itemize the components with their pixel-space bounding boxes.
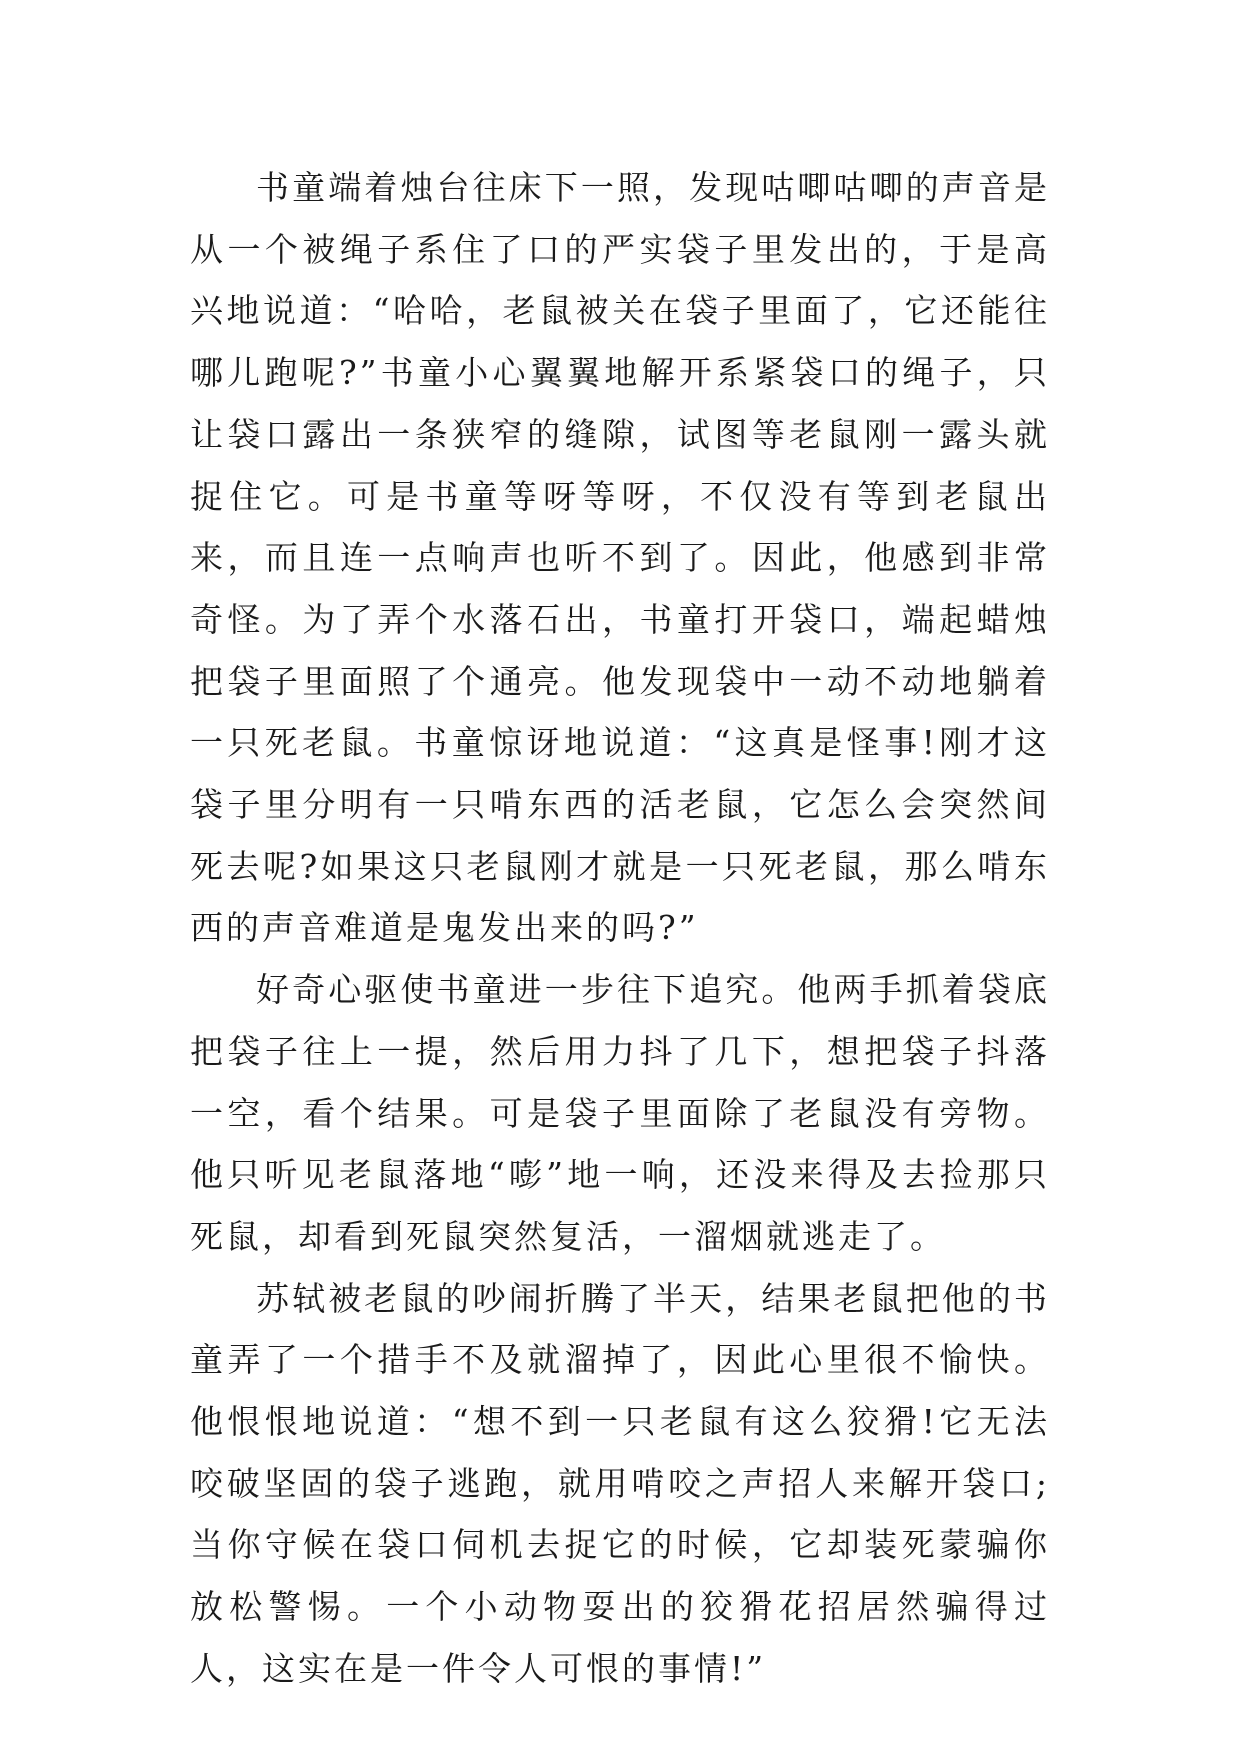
paragraph-3: 苏轼被老鼠的吵闹折腾了半天，结果老鼠把他的书童弄了一个措手不及就溜掉了，因此心里很不愉快。他恨恨地说道：“想不到一只老鼠有这么狡猾!它无法咬破坚固的袋子逃跑，就用啃咬之声招人来解开袋口;当你守候在袋口伺机去捉它的时候，它却装死蒙骗你放松警惕。一个小动物耍出的狡猾花招居然骗得过人，这实在是一件令人可恨的事情!” [190,1278,1050,1688]
paragraph-2: 好奇心驱使书童进一步往下追究。他两手抓着袋底把袋子往上一提，然后用力抖了几下，想把袋子抖落一空，看个结果。可是袋子里面除了老鼠没有旁物。他只听见老鼠落地“嘭”地一响，还没来得及去捡那只死鼠，却看到死鼠突然复活，一溜烟就逃走了。 [190,970,1050,1256]
document-page [190,157,1050,1700]
paragraph-1: 书童端着烛台往床下一照，发现咕唧咕唧的声音是从一个被绳子系住了口的严实袋子里发出的，于是高兴地说道：“哈哈，老鼠被关在袋子里面了，它还能往哪儿跑呢?”书童小心翼翼地解开系紧袋口的绳子，只让袋口露出一条狭窄的缝隙，试图等老鼠刚一露头就捉住它。可是书童等呀等呀，不仅没有等到老鼠出来，而且连一点响声也听不到了。因此，他感到非常奇怪。为了弄个水落石出，书童打开袋口，端起蜡烛把袋子里面照了个通亮。他发现袋中一动不动地躺着一只死老鼠。书童惊讶地说道：“这真是怪事!刚才这袋子里分明有一只啃东西的活老鼠，它怎么会突然间死去呢?如果这只老鼠刚才就是一只死老鼠，那么啃东西的声音难道是鬼发出来的吗?” [190,168,1050,948]
